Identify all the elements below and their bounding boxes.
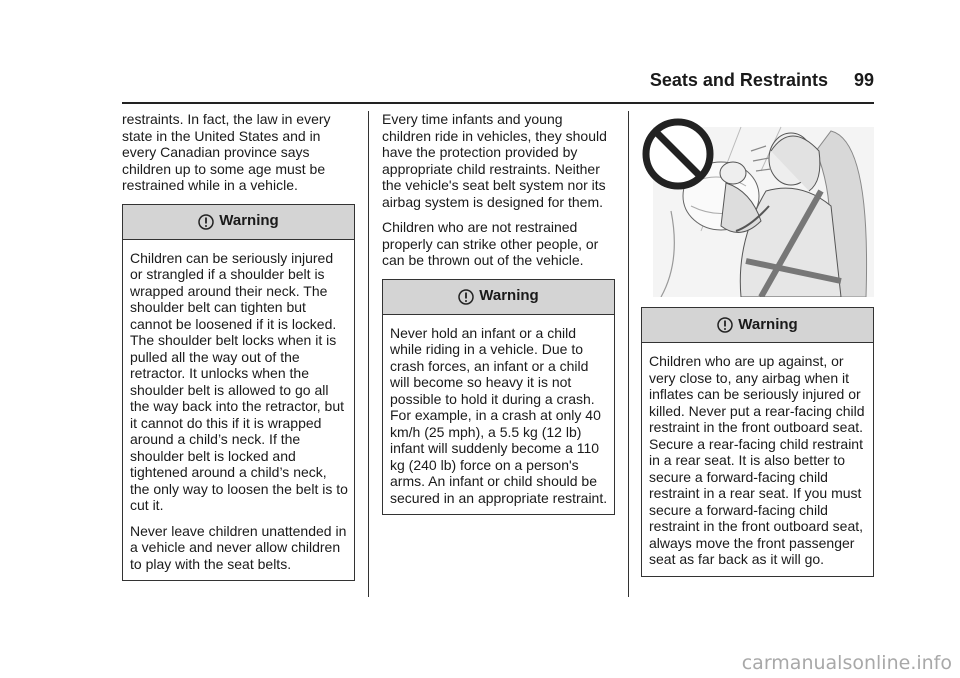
warning-body <box>123 240 354 581</box>
column-divider-2 <box>628 111 629 597</box>
warning-header <box>642 308 873 343</box>
illustration-drawing <box>641 111 874 297</box>
warning-header <box>383 280 614 315</box>
column-1 <box>122 111 355 581</box>
page-number: 99 <box>853 70 874 90</box>
warning-icon <box>458 289 474 305</box>
warning-paragraph: Children who are up against, or very close to, any airbag when it inflates can be seriously injured or killed. Never put a rear-facing child restraint in the front outboard seat. Secure a rear-facing child restraint in a rear seat. It is also better to secure a forward-facing child restraint in a rear seat. If you must secure a forward-facing child restraint in the front outboard seat, always move the front passenger seat as far back as it will go. <box>649 353 865 567</box>
warning-body <box>383 315 614 515</box>
warning-paragraph: Never hold an infant or a child while riding in a vehicle. Due to crash forces, an infant or a child will become so heavy it is not possible to hold it during a crash. For example, in a crash at only 40 km/h (25 mph), a 5.5 kg (12 lb) infant will suddenly become a 110 kg (240 lb) force on a person's arms. An infant or child should be secured in an appropriate restraint. <box>390 324 608 506</box>
warning-title: Warning <box>479 287 539 305</box>
warning-header <box>123 205 354 240</box>
header-rule <box>122 102 874 104</box>
warning-paragraph: Children can be seriously injured or strangled if a shoulder belt is wrapped around their neck. The shoulder belt can tighten but cannot be loosened if it is locked. The shoulder belt locks when it is pulled all the way out of the retractor. It unlocks when the shoulder belt is allowed to go all the way back into the retractor, but it cannot do this if it is wrapped around a child’s neck. If the shoulder belt is locked and tightened around a child’s neck, the only way to loosen the belt is to cut it. <box>130 249 348 513</box>
column-2 <box>382 111 615 515</box>
warning-paragraph: Never leave children unattended in a vehicle and never allow children to play with the seat belts. <box>130 522 347 572</box>
column-divider-1 <box>368 111 369 597</box>
intro-paragraph: restraints. In fact, the law in every state in the United States and in every Canadian province says children up to some age must be restrained while in a vehicle. <box>122 111 331 193</box>
warning-box-3 <box>641 307 874 577</box>
watermark-text: carmanualsonline.info <box>741 652 952 674</box>
warning-title: Warning <box>219 212 279 230</box>
warning-box-2 <box>382 279 615 516</box>
body-paragraph: Children who are not restrained properly can strike other people, or can be thrown out of the vehicle. <box>382 219 599 268</box>
warning-body <box>642 343 873 576</box>
warning-title: Warning <box>738 315 798 333</box>
prohibited-icon <box>646 122 710 186</box>
page-header <box>0 70 874 91</box>
section-title: Seats and Restraints <box>649 70 828 90</box>
warning-icon <box>717 317 733 333</box>
warning-icon <box>198 214 214 230</box>
body-paragraph: Every time infants and young children ride in vehicles, they should have the protection provided by appropriate child restraints. Neither the vehicle's seat belt system nor its airbag system is designed for them. <box>382 111 607 210</box>
warning-box-1 <box>122 204 355 582</box>
illustration-child-held-airbag <box>641 111 874 297</box>
column-3 <box>641 111 874 577</box>
